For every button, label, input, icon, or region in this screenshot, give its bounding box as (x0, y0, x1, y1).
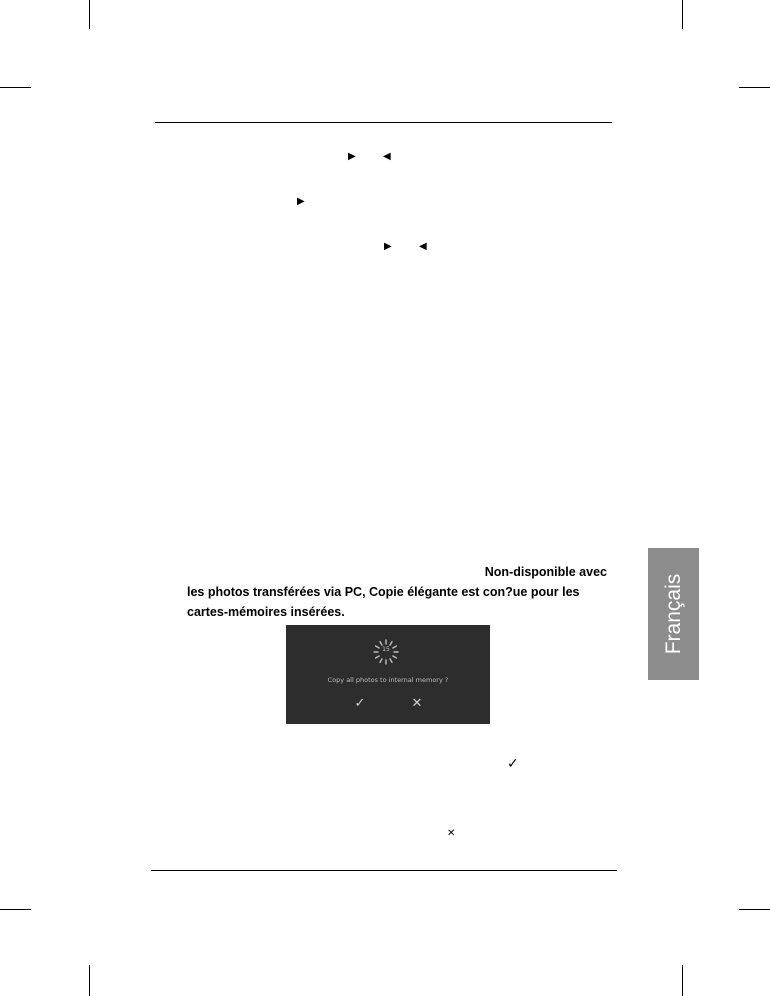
crop-mark-left-lower (0, 909, 31, 910)
header-rule (155, 122, 612, 123)
crop-mark-bottom-left (89, 965, 90, 996)
right-arrow-icon: ▶ (348, 151, 356, 162)
check-icon: ✓ (507, 756, 519, 772)
progress-count: 15 (382, 646, 390, 653)
language-side-tab (648, 548, 699, 680)
crop-mark-left-upper (0, 87, 31, 88)
footer-rule (151, 870, 617, 871)
right-arrow-icon: ▶ (297, 196, 305, 207)
close-icon: ✕ (447, 828, 456, 839)
crop-mark-top-right (682, 0, 683, 29)
crop-mark-bottom-right (682, 965, 683, 996)
copy-dialog-screenshot (286, 625, 490, 724)
crop-mark-top-left (89, 0, 90, 29)
note-line-1: Non-disponible avec (484, 565, 607, 579)
crop-mark-right-lower (739, 909, 770, 910)
dialog-message: Copy all photos to internal memory ? (327, 676, 449, 684)
language-label: Français (661, 573, 685, 655)
crop-mark-right-upper (739, 87, 770, 88)
cancel-close-icon[interactable]: ✕ (411, 696, 423, 711)
confirm-check-icon[interactable]: ✓ (354, 696, 366, 711)
left-arrow-icon: ◀ (383, 151, 391, 162)
left-arrow-icon: ◀ (419, 241, 427, 252)
note-line-3: cartes-mémoires insérées. (187, 605, 345, 619)
right-arrow-icon: ▶ (384, 241, 392, 252)
note-line-2: les photos transférées via PC, Copie élégante est con?ue pour les (187, 585, 580, 599)
